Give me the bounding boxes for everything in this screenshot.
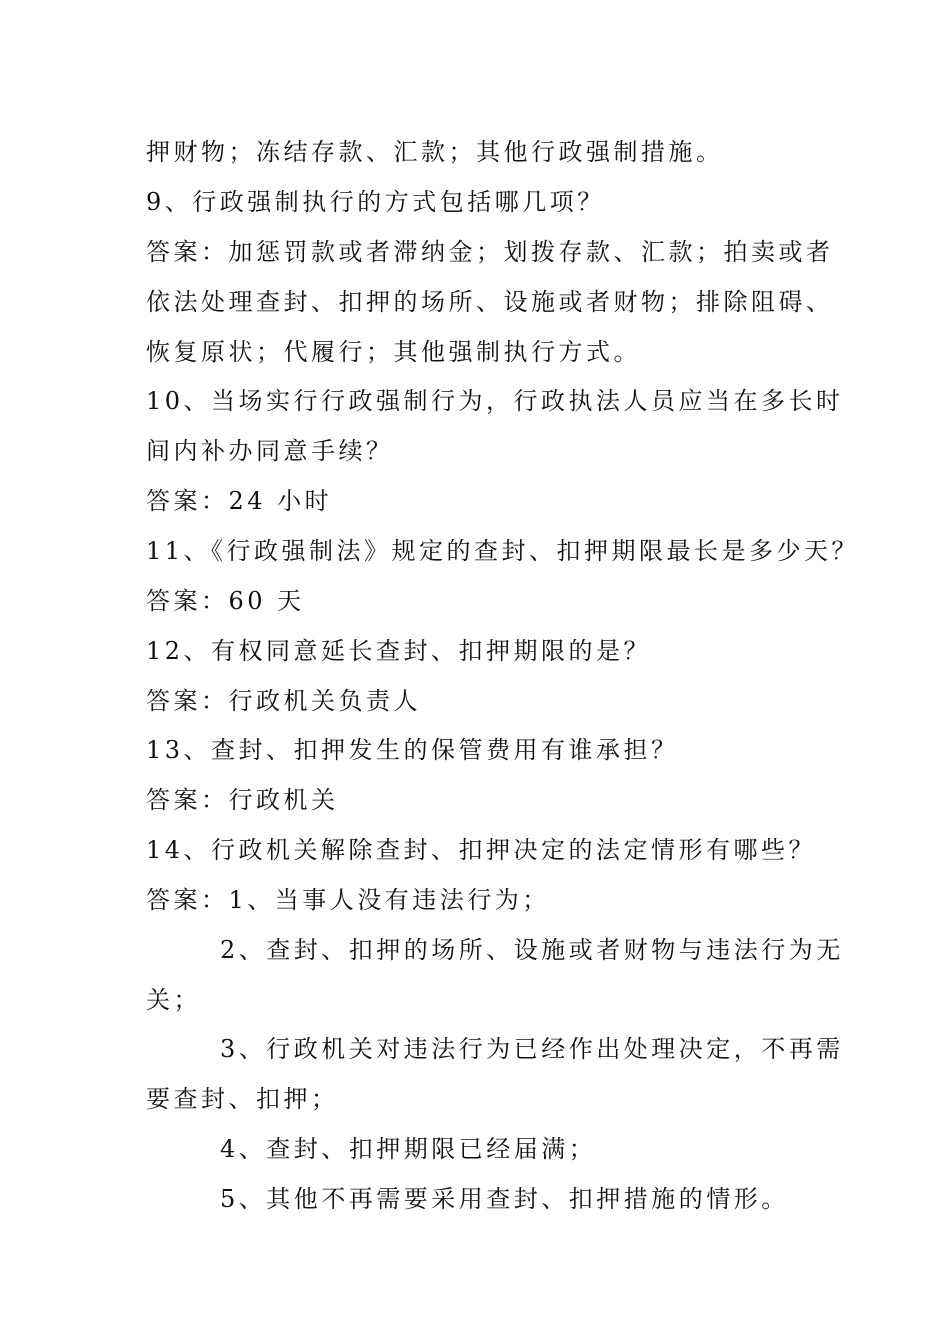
answer-9-line-3: 恢复原状；代履行；其他强制执行方式。	[146, 338, 641, 366]
answer-12: 答案：行政机关负责人	[146, 687, 421, 715]
answer-13: 答案：行政机关	[146, 786, 339, 814]
answer-9-line-2: 依法处理查封、扣押的场所、设施或者财物；排除阻碍、	[146, 288, 834, 316]
question-10-line-1: 10、当场实行行政强制行为，行政执法人员应当在多长时	[146, 387, 844, 415]
answer-9-line-1: 答案：加惩罚款或者滞纳金；划拨存款、汇款；拍卖或者	[146, 238, 834, 266]
question-9: 9、行政强制执行的方式包括哪几项？	[146, 188, 605, 216]
answer-10: 答案：24 小时	[146, 487, 333, 515]
answer-14-item-1: 答案：1、当事人没有违法行为；	[146, 886, 550, 914]
answer-14-item-3-cont: 要查封、扣押；	[146, 1085, 339, 1113]
answer-11: 答案：60 天	[146, 587, 305, 615]
question-10-line-2: 间内补办同意手续？	[146, 437, 394, 465]
answer-14-item-5: 5、其他不再需要采用查封、扣押措施的情形。	[220, 1185, 789, 1213]
question-14: 14、行政机关解除查封、扣押决定的法定情形有哪些？	[146, 836, 817, 864]
answer-14-item-2: 2、查封、扣押的场所、设施或者财物与违法行为无	[220, 936, 844, 964]
question-12: 12、有权同意延长查封、扣押期限的是？	[146, 637, 652, 665]
text-line: 押财物；冻结存款、汇款；其他行政强制措施。	[146, 138, 724, 166]
answer-14-item-4: 4、查封、扣押期限已经届满；	[220, 1135, 597, 1163]
question-13: 13、查封、扣押发生的保管费用有谁承担？	[146, 736, 679, 764]
answer-14-item-2-cont: 关；	[146, 986, 201, 1014]
answer-14-item-3: 3、行政机关对违法行为已经作出处理决定，不再需	[220, 1035, 844, 1063]
question-11: 11、《行政强制法》规定的查封、扣押期限最长是多少天？	[146, 537, 860, 565]
